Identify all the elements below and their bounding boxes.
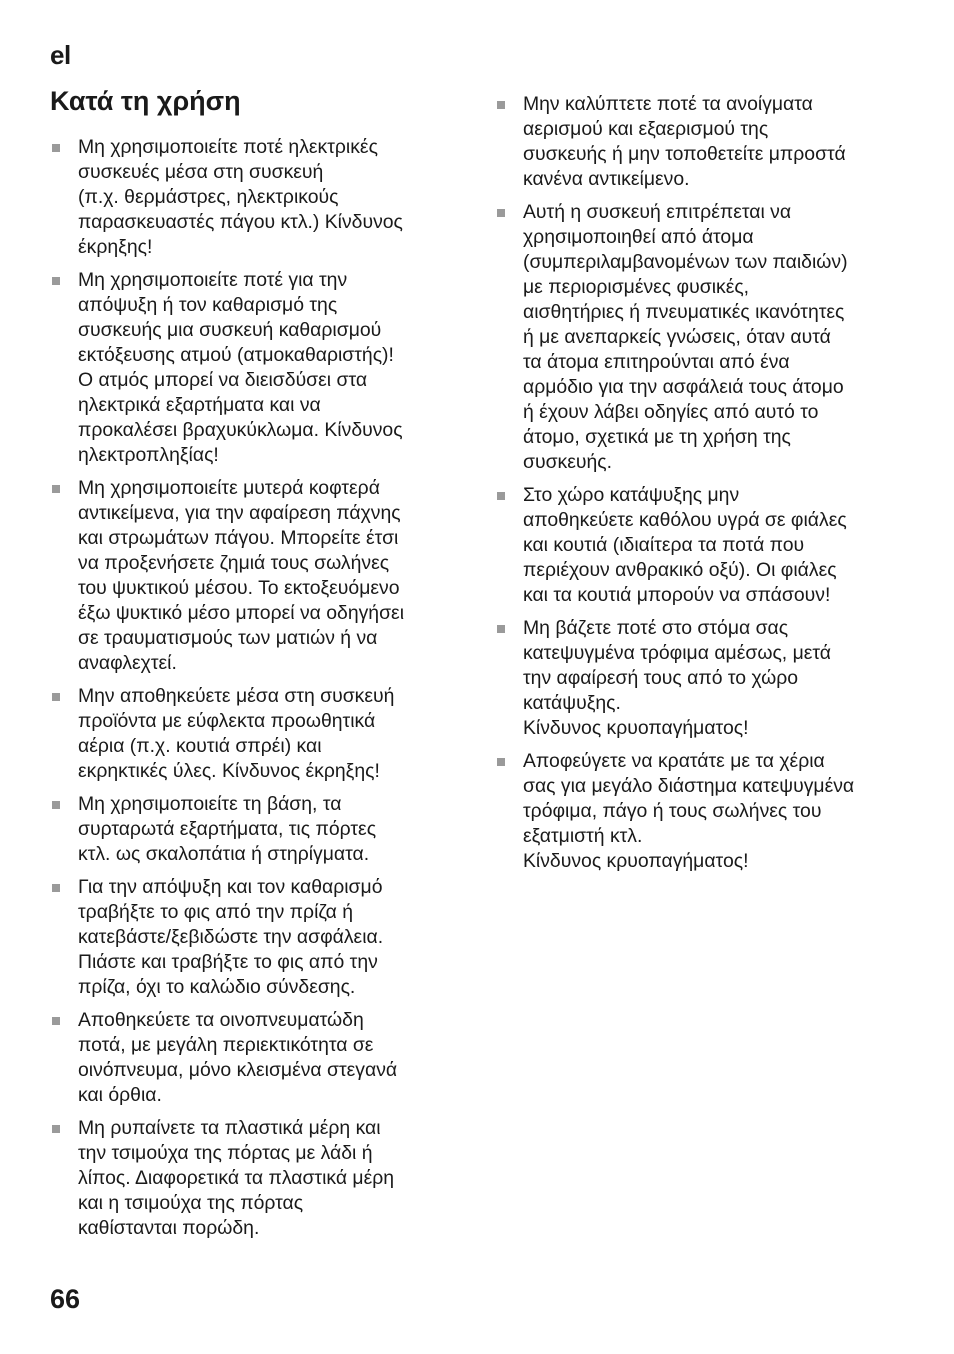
square-bullet-icon (52, 485, 60, 493)
list-item-text: Αποθηκεύετε τα οινοπνευματώδη ποτά, με μεγάλη περιεκτικότητα σε οινόπνευμα, μόνο κλεισμένα στεγανά και όρθια. (78, 1009, 398, 1106)
square-bullet-icon (497, 758, 505, 766)
square-bullet-icon (497, 101, 505, 109)
list-item (50, 476, 460, 676)
list-item (495, 483, 905, 608)
list-item-text: Μην αποθηκεύετε μέσα στη συσκευή προϊόντα με εύφλεκτα προωθητικά αέρια (π.χ. κουτιά σπρέι) και εκρηκτικές ύλες. Κίνδυνος έκρηξης! (78, 685, 395, 782)
list-item (50, 684, 460, 784)
list-item (495, 749, 905, 874)
list-item-text: Μη ρυπαίνετε τα πλαστικά μέρη και την τσιμούχα της πόρτας με λάδι ή λίπος. Διαφορετικά τα πλαστικά μέρη και η τσιμούχα της πόρτας καθίστανται πορώδη. (78, 1117, 395, 1239)
square-bullet-icon (52, 1125, 60, 1133)
list-item-text: Μη χρησιμοποιείτε ποτέ ηλεκτρικές συσκευές μέσα στη συσκευή (π.χ. θερμάστρες, ηλεκτρικούς παρασκευαστές πάγου κτλ.) Κίνδυνος έκρηξης! (78, 136, 403, 258)
left-column (50, 135, 460, 1249)
square-bullet-icon (497, 209, 505, 217)
square-bullet-icon (52, 801, 60, 809)
page-number: 66 (50, 1284, 81, 1314)
list-item (50, 875, 460, 1000)
square-bullet-icon (52, 1017, 60, 1025)
list-item (50, 1116, 460, 1241)
language-code: el (50, 40, 71, 70)
square-bullet-icon (497, 492, 505, 500)
list-item-text: Μην καλύπτετε ποτέ τα ανοίγματα αερισμού και εξαερισμού της συσκευής ή μην τοποθετείτε μπροστά κανένα αντικείμενο. (523, 93, 846, 190)
list-item-text: Μη βάζετε ποτέ στο στόμα σας κατεψυγμένα τρόφιμα αμέσως, μετά την αφαίρεσή τους από το χώρο κατάψυξης. Κίνδυνος κρυοπαγήματος! (523, 617, 831, 739)
list-item (50, 268, 460, 468)
square-bullet-icon (52, 884, 60, 892)
list-item (495, 92, 905, 192)
list-item (50, 1008, 460, 1108)
section-title: Κατά τη χρήση (50, 86, 241, 116)
list-item-text: Μη χρησιμοποιείτε μυτερά κοφτερά αντικείμενα, για την αφαίρεση πάχνης και στρωμάτων πάγου. Μπορείτε έτσι να προξενήσετε ζημιά τους σωλήνες του ψυκτικού μέσου. Το εκτοξευόμενο έξω ψυκτικό μέσο μπορεί να οδηγήσει σε τραυματισμούς των ματιών ή να αναφλεχτεί. (78, 477, 405, 674)
list-item (495, 200, 905, 475)
list-item-text: Μη χρησιμοποιείτε ποτέ για την απόψυξη ή τον καθαρισμό της συσκευής μια συσκευή καθαρισμού εκτόξευσης ατμού (ατμοκαθαριστής)! Ο ατμός μπορεί να διεισδύσει στα ηλεκτρικά εξαρτήματα και να προκαλέσει βραχυκύκλωμα. Κίνδυνος ηλεκτροπληξίας! (78, 269, 403, 466)
list-item-text: Στο χώρο κατάψυξης μην αποθηκεύετε καθόλου υγρά σε φιάλες και κουτιά (ιδιαίτερα τα ποτά που περιέχουν ανθρακικό οξύ). Οι φιάλες και τα κουτιά μπορούν να σπάσουν! (523, 484, 847, 606)
right-column (495, 92, 905, 882)
list-item (50, 135, 460, 260)
list-item (50, 792, 460, 867)
list-item-text: Αποφεύγετε να κρατάτε με τα χέρια σας για μεγάλο διάστημα κατεψυγμένα τρόφιμα, πάγο ή τους σωλήνες του εξατμιστή κτλ. Κίνδυνος κρυοπαγήματος! (523, 750, 855, 872)
list-item-text: Μη χρησιμοποιείτε τη βάση, τα συρταρωτά εξαρτήματα, τις πόρτες κτλ. ως σκαλοπάτια ή στηρίγματα. (78, 793, 377, 865)
square-bullet-icon (497, 625, 505, 633)
square-bullet-icon (52, 277, 60, 285)
list-item (495, 616, 905, 741)
list-item-text: Για την απόψυξη και τον καθαρισμό τραβήξτε το φις από την πρίζα ή κατεβάστε/ξεβιδώστε την ασφάλεια. Πιάστε και τραβήξτε το φις από την πρίζα, όχι το καλώδιο σύνδεσης. (78, 876, 384, 998)
square-bullet-icon (52, 144, 60, 152)
square-bullet-icon (52, 693, 60, 701)
list-item-text: Αυτή η συσκευή επιτρέπεται να χρησιμοποιηθεί από άτομα (συμπεριλαμβανομένων των παιδιών) με περιορισμένες φυσικές, αισθητήριες ή πνευματικές ικανότητες ή με ανεπαρκείς γνώσεις, όταν αυτά τα άτομα επιτηρούνται από ένα αρμόδιο για την ασφάλειά τους άτομο ή έχουν λάβει οδηγίες από αυτό το άτομο, σχετικά με τη χρήση της συσκευής. (523, 201, 848, 473)
